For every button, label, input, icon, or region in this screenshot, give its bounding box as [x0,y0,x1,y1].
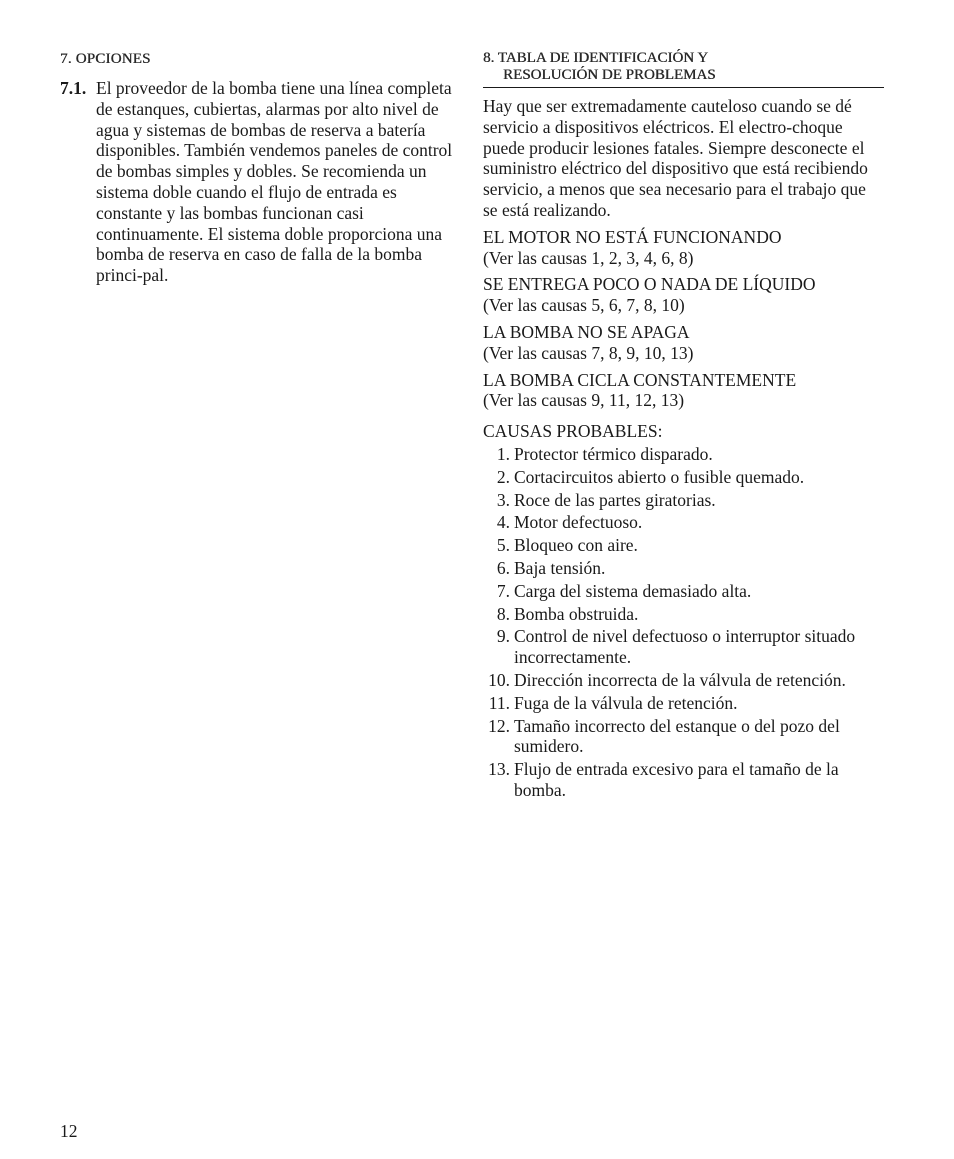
option-item-text: El proveedor de la bomba tiene una línea completa de estanques, cubiertas, alarmas por alto nivel de agua y sistemas de bombas de reserva a batería disponibles. También vendemos paneles de control de bombas simples y dobles. Se recomienda un sistema doble cuando el flujo de entrada es constante y las bombas funcionan casi continuamente. El sistema doble proporciona una bomba de reserva en caso de falla de la bomba princi-pal. [96,78,453,286]
cause-item [483,535,884,556]
symptom-block [483,227,884,269]
cause-item [483,604,884,625]
cause-number: 1. [496,443,510,464]
cause-number: 8. [496,603,510,624]
troubleshooting-column [483,50,884,801]
options-heading: 7. OPCIONES [60,51,151,67]
cause-text: Fuga de la válvula de retención. [514,692,738,713]
cause-number: 5. [496,535,510,556]
cause-item [483,716,884,758]
symptom-title: LA BOMBA NO SE APAGA [483,321,690,342]
option-item-number: 7.1. [60,78,87,98]
symptom-causes-ref: (Ver las causas 5, 6, 7, 8, 10) [483,295,685,316]
option-item [60,78,462,286]
cause-number: 7. [496,580,510,601]
cause-text: Flujo de entrada excesivo para el tamaño de la bomba. [514,759,839,800]
cause-number: 9. [496,626,510,647]
symptom-title: LA BOMBA CICLA CONSTANTEMENTE [483,369,797,390]
symptom-block [483,322,884,364]
cause-number: 2. [496,466,510,487]
cause-number: 12. [488,715,510,736]
cause-text: Roce de las partes giratorias. [514,489,716,510]
symptom-title: SE ENTREGA POCO O NADA DE LÍQUIDO [483,274,816,295]
cause-text: Control de nivel defectuoso o interruptor situado incorrectamente. [514,626,856,668]
symptom-title: EL MOTOR NO ESTÁ FUNCIONANDO [483,226,782,247]
cause-text: Protector térmico disparado. [514,443,713,464]
symptom-causes-ref: (Ver las causas 7, 8, 9, 10, 13) [483,342,694,363]
cause-text: Baja tensión. [514,557,606,578]
symptom-block [483,274,884,316]
cause-text: Cortacircuitos abierto o fusible quemado. [514,466,805,487]
cause-number: 13. [488,759,510,780]
symptom-causes-ref: (Ver las causas 9, 11, 12, 13) [483,390,685,411]
cause-item [483,759,884,801]
cause-number: 4. [496,512,510,533]
cause-item [483,444,884,465]
safety-warning-paragraph: Hay que ser extremadamente cauteloso cuando se dé servicio a dispositivos eléctricos. El electro-choque puede producir lesiones fatales. Siempre desconecte el suministro eléctrico del dispositivo que está recibiendo servicio, a menos que sea necesario para el trabajo que se está realizando. [483,96,868,220]
probable-causes-title: CAUSAS PROBABLES: [483,421,663,442]
cause-text: Tamaño incorrecto del estanque o del pozo del sumidero. [514,715,840,757]
options-column [60,50,462,286]
cause-item [483,490,884,511]
cause-number: 6. [496,557,510,578]
cause-item [483,581,884,602]
cause-text: Bomba obstruida. [514,603,639,624]
symptom-block [483,370,884,412]
cause-number: 11. [488,692,510,713]
cause-item [483,626,884,668]
cause-item [483,693,884,714]
symptom-causes-ref: (Ver las causas 1, 2, 3, 4, 6, 8) [483,247,694,268]
troubleshooting-heading-line2: RESOLUCIÓN DE PROBLEMAS [503,67,716,83]
page-number: 12 [60,1121,78,1141]
cause-text: Bloqueo con aire. [514,535,638,556]
cause-item [483,467,884,488]
cause-text: Motor defectuoso. [514,512,643,533]
cause-number: 10. [488,669,510,690]
troubleshooting-heading [483,50,884,88]
troubleshooting-heading-line1: 8. TABLA DE IDENTIFICACIÓN Y [483,50,709,66]
cause-text: Carga del sistema demasiado alta. [514,580,752,601]
cause-text: Dirección incorrecta de la válvula de retención. [514,669,846,690]
cause-item [483,558,884,579]
cause-number: 3. [496,489,510,510]
cause-item [483,512,884,533]
cause-item [483,670,884,691]
